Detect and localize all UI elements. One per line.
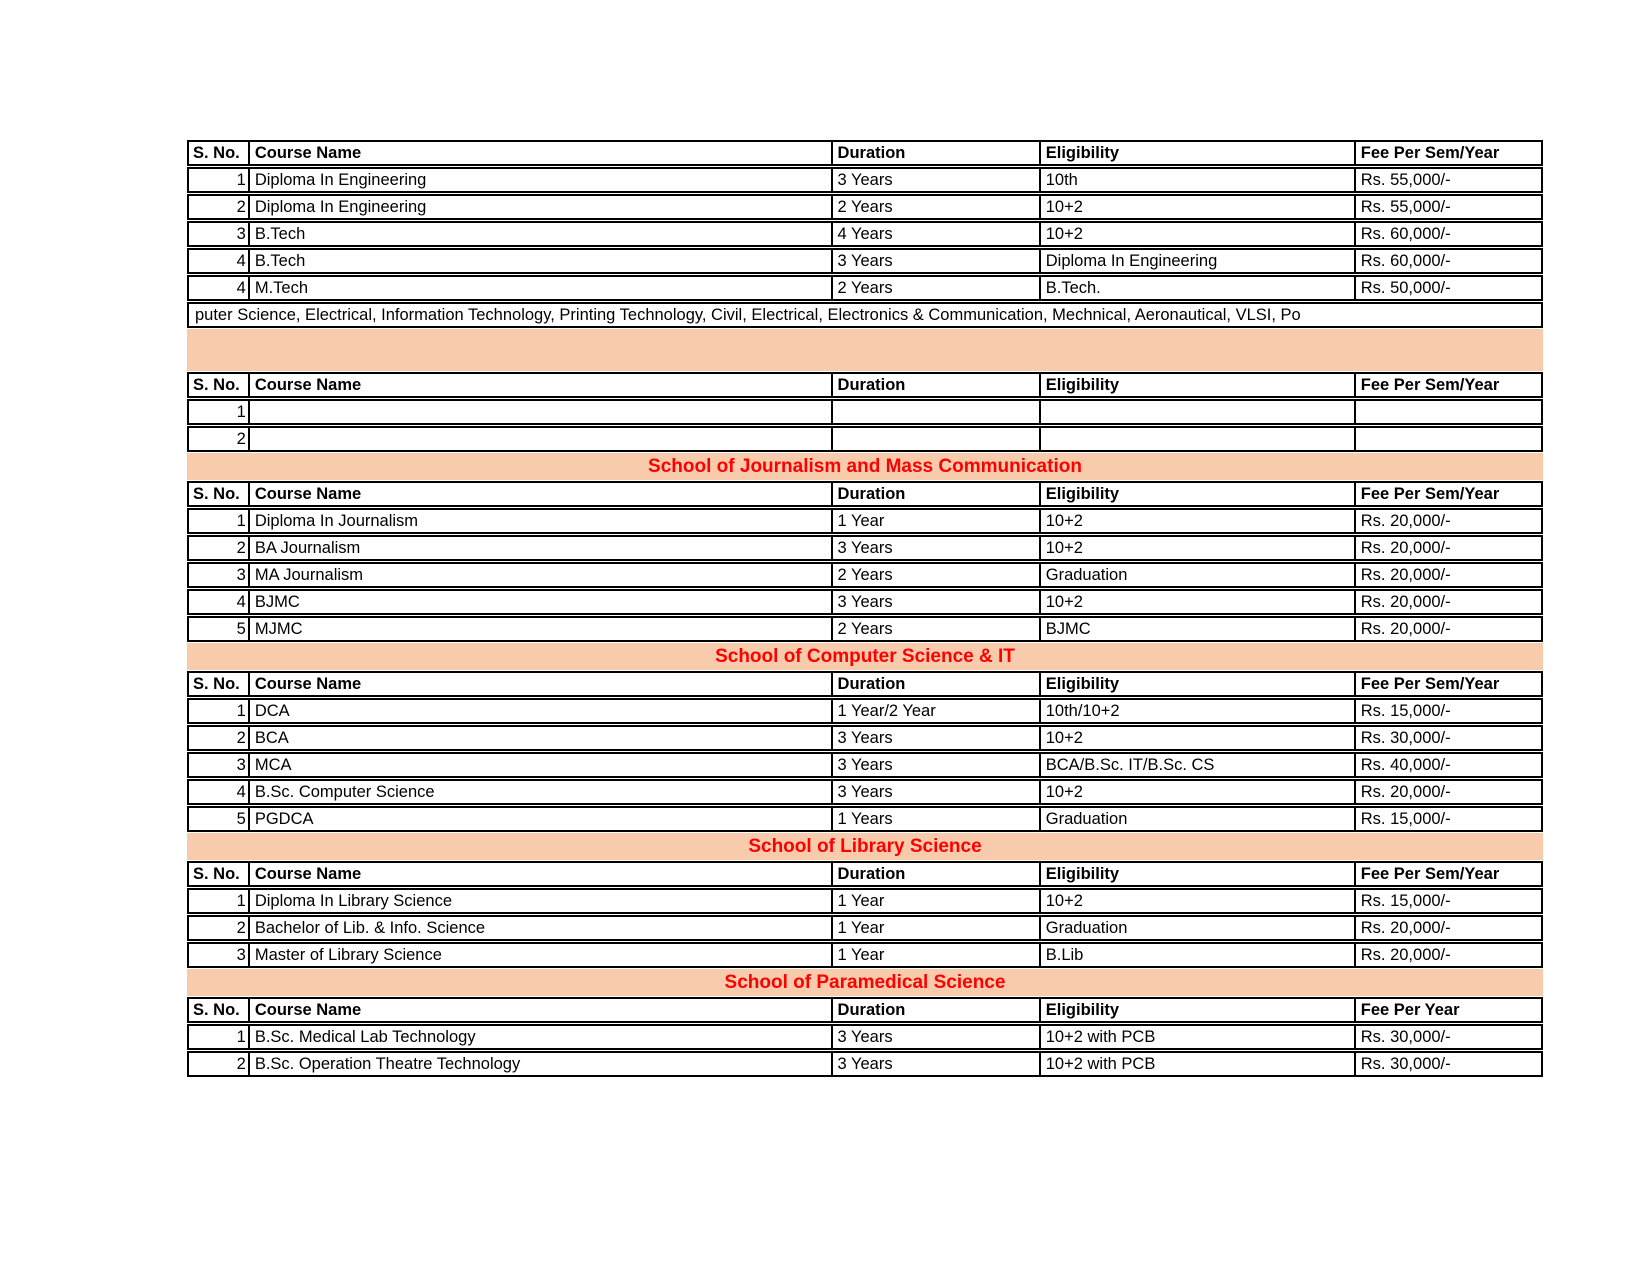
cell-serial-number: 1 bbox=[189, 401, 250, 423]
cell-duration: Duration bbox=[833, 673, 1041, 695]
cell-fee: Rs. 20,000/- bbox=[1360, 538, 1451, 557]
cell-serial-number: 4 bbox=[189, 781, 250, 803]
cell-course-name: PGDCA bbox=[250, 808, 833, 830]
cell-serial-number: 3 bbox=[189, 944, 250, 966]
cell-duration: Duration bbox=[833, 483, 1041, 505]
table-row bbox=[187, 167, 1543, 193]
cell-duration: Duration bbox=[833, 999, 1041, 1021]
cell-serial-number: 5 bbox=[189, 808, 250, 830]
cell-eligibility: 10+2 bbox=[1041, 510, 1356, 532]
cell-fee: Rs. 30,000/- bbox=[1360, 728, 1451, 747]
table-row bbox=[187, 942, 1543, 968]
table-row bbox=[187, 194, 1543, 220]
cell-eligibility: BJMC bbox=[1041, 618, 1356, 640]
cell-duration: 1 Year bbox=[833, 890, 1041, 912]
cell-eligibility: Eligibility bbox=[1041, 863, 1356, 885]
cell-course-name bbox=[250, 401, 833, 423]
header-row bbox=[187, 861, 1543, 887]
cell-eligibility: Eligibility bbox=[1041, 374, 1356, 396]
cell-serial-number: 3 bbox=[189, 754, 250, 776]
cell-fee: Rs. 50,000/- bbox=[1360, 278, 1451, 297]
cell-duration: 1 Year bbox=[833, 510, 1041, 532]
cell-course-name: Diploma In Engineering bbox=[250, 169, 833, 191]
table-row bbox=[187, 221, 1543, 247]
cell-duration: 2 Years bbox=[833, 618, 1041, 640]
section-band-label: School of Paramedical Science bbox=[724, 971, 1006, 993]
cell-course-name: Course Name bbox=[250, 374, 833, 396]
cell-course-name: Course Name bbox=[250, 999, 833, 1021]
section-band bbox=[187, 643, 1543, 670]
cell-eligibility: 10+2 bbox=[1041, 223, 1356, 245]
cell-course-name: Diploma In Journalism bbox=[250, 510, 833, 532]
cell-course-name: Bachelor of Lib. & Info. Science bbox=[250, 917, 833, 939]
cell-course-name: Course Name bbox=[250, 483, 833, 505]
cell-fee: Fee Per Sem/Year bbox=[1360, 143, 1500, 162]
cell-serial-number: 2 bbox=[189, 196, 250, 218]
cell-duration: Duration bbox=[833, 863, 1041, 885]
cell-duration: 1 Year bbox=[833, 917, 1041, 939]
section-band bbox=[187, 833, 1543, 860]
table-row bbox=[187, 589, 1543, 615]
cell-serial-number: S. No. bbox=[189, 863, 250, 885]
cell-duration: 4 Years bbox=[833, 223, 1041, 245]
table-row bbox=[187, 562, 1543, 588]
header-row bbox=[187, 997, 1543, 1023]
empty-section-band bbox=[187, 329, 1543, 371]
cell-serial-number: 4 bbox=[189, 277, 250, 299]
cell-duration bbox=[833, 428, 1041, 450]
cell-duration: 2 Years bbox=[833, 564, 1041, 586]
cell-eligibility: Graduation bbox=[1041, 564, 1356, 586]
cell-eligibility: 10th bbox=[1041, 169, 1356, 191]
cell-duration: 3 Years bbox=[833, 169, 1041, 191]
cell-serial-number: 4 bbox=[189, 591, 250, 613]
cell-course-name: Diploma In Library Science bbox=[250, 890, 833, 912]
cell-duration bbox=[833, 401, 1041, 423]
cell-duration: 3 Years bbox=[833, 727, 1041, 749]
overflow-text-row: puter Science, Electrical, Information Technology, Printing Technology, Civil, Electrical, Electronics & Communication, Mechnical, Aeronautical, VLSI, Po bbox=[187, 302, 1543, 328]
cell-serial-number: 4 bbox=[189, 250, 250, 272]
table-row bbox=[187, 752, 1543, 778]
cell-fee: Rs. 20,000/- bbox=[1360, 945, 1451, 964]
table-row bbox=[187, 616, 1543, 642]
cell-course-name: B.Tech bbox=[250, 250, 833, 272]
cell-serial-number: S. No. bbox=[189, 142, 250, 164]
table-row bbox=[187, 535, 1543, 561]
cell-eligibility: 10+2 bbox=[1041, 591, 1356, 613]
cell-eligibility: Eligibility bbox=[1041, 673, 1356, 695]
section-band-label: School of Library Science bbox=[748, 835, 982, 857]
cell-course-name: Course Name bbox=[250, 142, 833, 164]
cell-eligibility: 10+2 bbox=[1041, 781, 1356, 803]
cell-fee: Fee Per Sem/Year bbox=[1360, 375, 1500, 394]
header-row bbox=[187, 481, 1543, 507]
section-band-label: School of Computer Science & IT bbox=[715, 645, 1015, 667]
cell-serial-number: S. No. bbox=[189, 483, 250, 505]
cell-fee: Fee Per Year bbox=[1360, 1000, 1460, 1019]
cell-duration: 3 Years bbox=[833, 537, 1041, 559]
cell-duration: 2 Years bbox=[833, 277, 1041, 299]
cell-serial-number: 1 bbox=[189, 890, 250, 912]
table-row bbox=[187, 426, 1543, 452]
cell-duration: 3 Years bbox=[833, 1053, 1041, 1075]
cell-serial-number: S. No. bbox=[189, 374, 250, 396]
cell-eligibility: B.Tech. bbox=[1041, 277, 1356, 299]
cell-course-name: BA Journalism bbox=[250, 537, 833, 559]
cell-serial-number: 1 bbox=[189, 1026, 250, 1048]
cell-fee: Rs. 40,000/- bbox=[1360, 755, 1451, 774]
cell-course-name: B.Sc. Operation Theatre Technology bbox=[250, 1053, 833, 1075]
cell-course-name: MJMC bbox=[250, 618, 833, 640]
table-row bbox=[187, 888, 1543, 914]
table-row bbox=[187, 1024, 1543, 1050]
cell-fee bbox=[1356, 401, 1541, 423]
cell-fee: Rs. 60,000/- bbox=[1360, 251, 1451, 270]
cell-eligibility: Eligibility bbox=[1041, 483, 1356, 505]
cell-duration: 1 Year/2 Year bbox=[833, 700, 1041, 722]
cell-eligibility: 10+2 bbox=[1041, 727, 1356, 749]
cell-fee: Rs. 55,000/- bbox=[1360, 170, 1451, 189]
cell-duration: 1 Year bbox=[833, 944, 1041, 966]
cell-duration: 3 Years bbox=[833, 754, 1041, 776]
cell-fee: Fee Per Sem/Year bbox=[1360, 674, 1500, 693]
cell-serial-number: 1 bbox=[189, 510, 250, 532]
cell-duration: Duration bbox=[833, 142, 1041, 164]
cell-fee: Fee Per Sem/Year bbox=[1360, 864, 1500, 883]
cell-eligibility: Diploma In Engineering bbox=[1041, 250, 1356, 272]
cell-serial-number: 2 bbox=[189, 428, 250, 450]
cell-course-name: Course Name bbox=[250, 863, 833, 885]
table-row bbox=[187, 698, 1543, 724]
cell-duration: 2 Years bbox=[833, 196, 1041, 218]
section-band-label: School of Journalism and Mass Communication bbox=[648, 455, 1082, 477]
cell-course-name: Diploma In Engineering bbox=[250, 196, 833, 218]
cell-fee: Rs. 30,000/- bbox=[1360, 1054, 1451, 1073]
cell-serial-number: 1 bbox=[189, 169, 250, 191]
cell-duration: 3 Years bbox=[833, 781, 1041, 803]
cell-eligibility: Graduation bbox=[1041, 808, 1356, 830]
cell-fee: Rs. 20,000/- bbox=[1360, 782, 1451, 801]
cell-serial-number: S. No. bbox=[189, 999, 250, 1021]
cell-fee bbox=[1356, 428, 1541, 450]
cell-fee: Rs. 30,000/- bbox=[1360, 1027, 1451, 1046]
cell-course-name bbox=[250, 428, 833, 450]
cell-course-name: MA Journalism bbox=[250, 564, 833, 586]
cell-fee: Rs. 55,000/- bbox=[1360, 197, 1451, 216]
cell-eligibility: 10+2 with PCB bbox=[1041, 1053, 1356, 1075]
cell-eligibility: 10+2 bbox=[1041, 890, 1356, 912]
table-row bbox=[187, 1051, 1543, 1077]
table-row bbox=[187, 275, 1543, 301]
cell-fee: Rs. 15,000/- bbox=[1360, 809, 1451, 828]
cell-eligibility: 10+2 bbox=[1041, 537, 1356, 559]
cell-course-name: Master of Library Science bbox=[250, 944, 833, 966]
cell-eligibility bbox=[1041, 401, 1356, 423]
cell-fee: Rs. 15,000/- bbox=[1360, 891, 1451, 910]
table-row bbox=[187, 508, 1543, 534]
header-row bbox=[187, 372, 1543, 398]
cell-duration: 1 Years bbox=[833, 808, 1041, 830]
cell-fee: Rs. 20,000/- bbox=[1360, 511, 1451, 530]
cell-fee: Rs. 20,000/- bbox=[1360, 565, 1451, 584]
cell-eligibility: 10+2 with PCB bbox=[1041, 1026, 1356, 1048]
cell-serial-number: 2 bbox=[189, 1053, 250, 1075]
cell-serial-number: 2 bbox=[189, 727, 250, 749]
cell-eligibility: Eligibility bbox=[1041, 999, 1356, 1021]
cell-serial-number: 3 bbox=[189, 564, 250, 586]
cell-serial-number: 2 bbox=[189, 917, 250, 939]
header-row bbox=[187, 671, 1543, 697]
cell-eligibility bbox=[1041, 428, 1356, 450]
cell-duration: 3 Years bbox=[833, 250, 1041, 272]
cell-eligibility: B.Lib bbox=[1041, 944, 1356, 966]
fee-structure-table bbox=[187, 140, 1543, 1078]
cell-course-name: B.Tech bbox=[250, 223, 833, 245]
table-row bbox=[187, 399, 1543, 425]
cell-serial-number: 5 bbox=[189, 618, 250, 640]
cell-serial-number: 1 bbox=[189, 700, 250, 722]
cell-course-name: MCA bbox=[250, 754, 833, 776]
cell-duration: 3 Years bbox=[833, 591, 1041, 613]
cell-fee: Fee Per Sem/Year bbox=[1360, 484, 1500, 503]
cell-eligibility: Graduation bbox=[1041, 917, 1356, 939]
cell-fee: Rs. 20,000/- bbox=[1360, 918, 1451, 937]
section-band bbox=[187, 453, 1543, 480]
cell-duration: 3 Years bbox=[833, 1026, 1041, 1048]
cell-serial-number: 2 bbox=[189, 537, 250, 559]
cell-fee: Rs. 15,000/- bbox=[1360, 701, 1451, 720]
cell-course-name: BCA bbox=[250, 727, 833, 749]
cell-course-name: B.Sc. Computer Science bbox=[250, 781, 833, 803]
cell-course-name: B.Sc. Medical Lab Technology bbox=[250, 1026, 833, 1048]
cell-eligibility: 10th/10+2 bbox=[1041, 700, 1356, 722]
cell-fee: Rs. 60,000/- bbox=[1360, 224, 1451, 243]
table-row bbox=[187, 915, 1543, 941]
cell-course-name: BJMC bbox=[250, 591, 833, 613]
header-row bbox=[187, 140, 1543, 166]
cell-course-name: DCA bbox=[250, 700, 833, 722]
cell-course-name: M.Tech bbox=[250, 277, 833, 299]
cell-course-name: Course Name bbox=[250, 673, 833, 695]
table-row bbox=[187, 806, 1543, 832]
table-row bbox=[187, 248, 1543, 274]
section-band bbox=[187, 969, 1543, 996]
cell-serial-number: S. No. bbox=[189, 673, 250, 695]
cell-serial-number: 3 bbox=[189, 223, 250, 245]
cell-eligibility: Eligibility bbox=[1041, 142, 1356, 164]
cell-eligibility: 10+2 bbox=[1041, 196, 1356, 218]
table-row bbox=[187, 779, 1543, 805]
cell-eligibility: BCA/B.Sc. IT/B.Sc. CS bbox=[1041, 754, 1356, 776]
cell-duration: Duration bbox=[833, 374, 1041, 396]
cell-fee: Rs. 20,000/- bbox=[1360, 619, 1451, 638]
cell-fee: Rs. 20,000/- bbox=[1360, 592, 1451, 611]
table-row bbox=[187, 725, 1543, 751]
